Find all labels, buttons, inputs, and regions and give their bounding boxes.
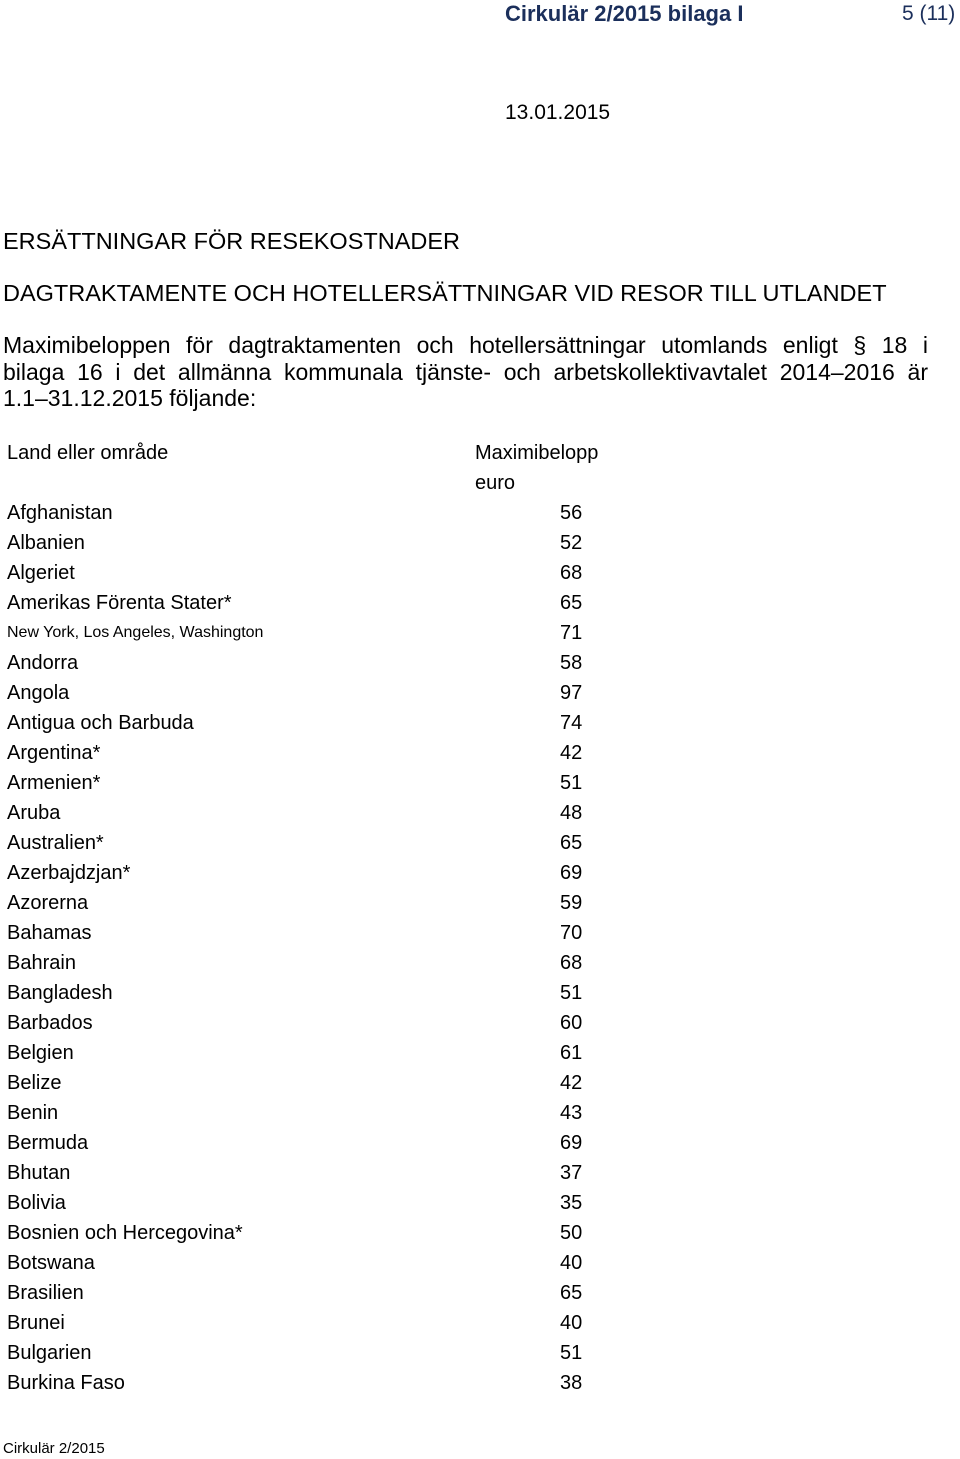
amount-euro: 60 — [560, 1012, 583, 1034]
document-header-title: Cirkulär 2/2015 bilaga I — [505, 1, 744, 26]
main-heading: ERSÄTTNINGAR FÖR RESEKOSTNADER — [3, 228, 460, 254]
table-row — [7, 498, 607, 528]
amount-euro: 48 — [560, 802, 583, 824]
country-name: Argentina* — [7, 742, 101, 764]
amount-euro: 68 — [560, 952, 583, 974]
country-name: Bermuda — [7, 1132, 89, 1154]
table-row — [7, 888, 607, 918]
allowance-table — [7, 438, 607, 1398]
amount-euro: 51 — [560, 982, 583, 1004]
table-row — [7, 1158, 607, 1188]
amount-euro: 51 — [560, 772, 583, 794]
table-header-row — [7, 438, 607, 468]
amount-euro: 65 — [560, 1282, 583, 1304]
amount-euro: 69 — [560, 1132, 583, 1154]
country-name: Bulgarien — [7, 1342, 92, 1364]
country-name: Antigua och Barbuda — [7, 712, 194, 734]
country-name: Azorerna — [7, 892, 89, 914]
amount-euro: 37 — [560, 1162, 583, 1184]
amount-euro: 43 — [560, 1102, 583, 1124]
intro-line: bilaga 16 i det allmänna kommunala tjänste- och arbetskollektivavtalet 2014–2016 är — [3, 358, 928, 385]
table-row — [7, 1278, 607, 1308]
amount-euro: 40 — [560, 1312, 583, 1334]
country-name: Andorra — [7, 652, 79, 674]
table-row — [7, 588, 607, 618]
country-name: Botswana — [7, 1252, 95, 1274]
table-row — [7, 948, 607, 978]
amount-euro: 70 — [560, 922, 583, 944]
country-name: Afghanistan — [7, 502, 113, 524]
table-row — [7, 1308, 607, 1338]
amount-euro: 65 — [560, 832, 583, 854]
page-number: 5 (11) — [902, 2, 956, 25]
country-name: Azerbajdzjan* — [7, 862, 131, 884]
table-row — [7, 678, 607, 708]
intro-line: 1.1–31.12.2015 följande: — [3, 385, 257, 411]
table-row — [7, 558, 607, 588]
country-name: Brasilien — [7, 1282, 84, 1304]
table-body — [7, 498, 607, 1398]
amount-euro: 51 — [560, 1342, 583, 1364]
country-name: Bosnien och Hercegovina* — [7, 1222, 243, 1244]
table-subrow — [7, 618, 607, 648]
country-name: Amerikas Förenta Stater* — [7, 592, 232, 614]
country-name: Bolivia — [7, 1192, 66, 1214]
table-row — [7, 648, 607, 678]
amount-euro: 42 — [560, 742, 583, 764]
country-name: Australien* — [7, 832, 104, 854]
table-row — [7, 1068, 607, 1098]
country-name: Albanien — [7, 532, 85, 554]
country-name: Armenien* — [7, 772, 101, 794]
country-name: Belgien — [7, 1042, 74, 1064]
intro-line: Maximibeloppen för dagtraktamenten och hotellersättningar utomlands enligt § 18 i — [3, 332, 928, 358]
amount-euro: 35 — [560, 1192, 583, 1214]
country-name: Angola — [7, 682, 70, 704]
country-name: Bangladesh — [7, 982, 113, 1004]
sub-heading: DAGTRAKTAMENTE OCH HOTELLERSÄTTNINGAR VID RESOR TILL UTLANDET — [3, 280, 887, 306]
column-header-amount: Maximibelopp — [475, 442, 599, 464]
amount-euro: 68 — [560, 562, 583, 584]
country-name: New York, Los Angeles, Washington — [7, 624, 264, 641]
table-row — [7, 798, 607, 828]
table-row — [7, 1218, 607, 1248]
amount-euro: 42 — [560, 1072, 583, 1094]
country-name: Aruba — [7, 802, 61, 824]
amount-euro: 69 — [560, 862, 583, 884]
amount-euro: 58 — [560, 652, 583, 674]
amount-euro: 74 — [560, 712, 583, 734]
amount-euro: 59 — [560, 892, 583, 914]
table-row — [7, 828, 607, 858]
table-row — [7, 1128, 607, 1158]
amount-euro: 52 — [560, 532, 583, 554]
column-header-unit: euro — [475, 472, 516, 494]
amount-euro: 40 — [560, 1252, 583, 1274]
table-row — [7, 918, 607, 948]
table-row — [7, 738, 607, 768]
table-row — [7, 1368, 607, 1398]
table-row — [7, 1188, 607, 1218]
amount-euro: 38 — [560, 1372, 583, 1394]
table-row — [7, 708, 607, 738]
table-row — [7, 858, 607, 888]
table-row — [7, 1008, 607, 1038]
country-name: Burkina Faso — [7, 1372, 125, 1394]
column-header-country: Land eller område — [7, 442, 169, 464]
table-row — [7, 1098, 607, 1128]
amount-euro: 56 — [560, 502, 583, 524]
table-row — [7, 1038, 607, 1068]
intro-paragraph — [3, 332, 928, 412]
amount-euro: 65 — [560, 592, 583, 614]
document-date: 13.01.2015 — [505, 101, 611, 124]
table-row — [7, 1248, 607, 1278]
table-row — [7, 978, 607, 1008]
table-row — [7, 768, 607, 798]
country-name: Bahrain — [7, 952, 76, 974]
table-row — [7, 528, 607, 558]
country-name: Brunei — [7, 1312, 65, 1334]
table-row — [7, 1338, 607, 1368]
country-name: Belize — [7, 1072, 62, 1094]
country-name: Algeriet — [7, 562, 75, 584]
amount-euro: 97 — [560, 682, 583, 704]
amount-euro: 50 — [560, 1222, 583, 1244]
document-footer: Cirkulär 2/2015 — [3, 1440, 105, 1457]
amount-euro: 71 — [560, 622, 583, 644]
table-header-unit-row — [7, 468, 607, 498]
country-name: Bhutan — [7, 1162, 71, 1184]
country-name: Benin — [7, 1102, 59, 1124]
country-name: Barbados — [7, 1012, 93, 1034]
country-name: Bahamas — [7, 922, 92, 944]
amount-euro: 61 — [560, 1042, 583, 1064]
